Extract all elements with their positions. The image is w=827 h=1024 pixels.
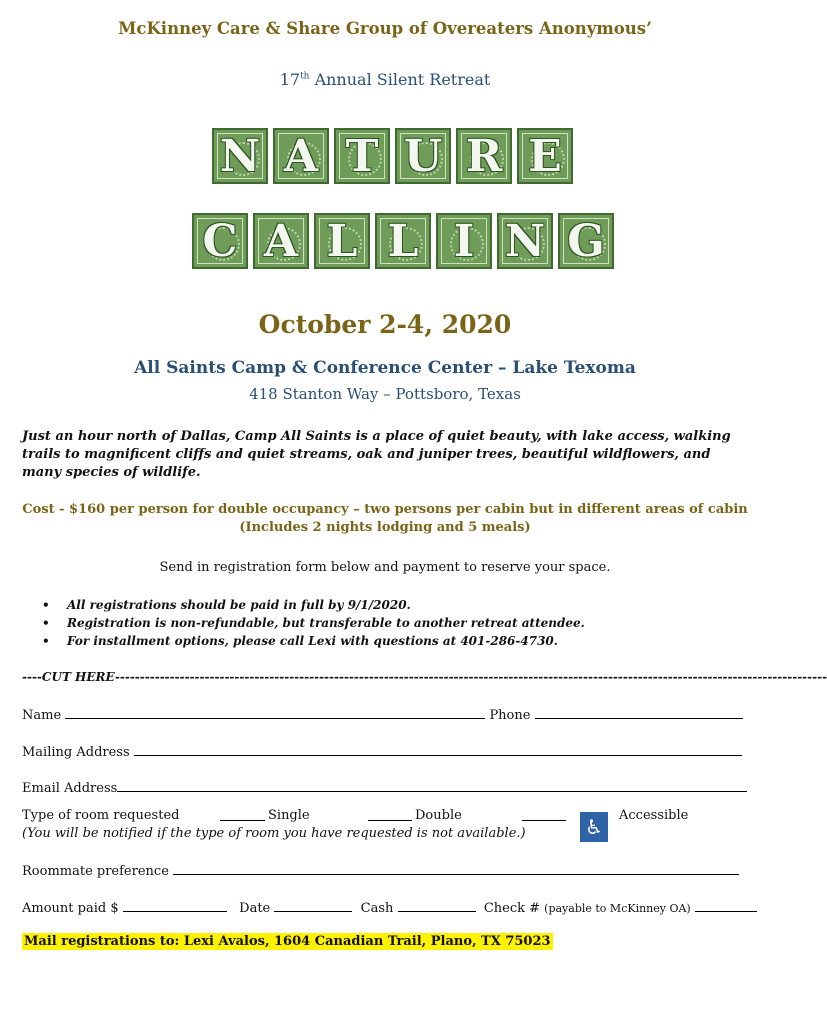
list-item: • For installment options, please call Lexi with questions at 401-286-4730.	[42, 632, 742, 650]
amount-field[interactable]	[123, 899, 227, 912]
payable-note: (payable to McKinney OA)	[544, 902, 691, 915]
payment-row	[22, 899, 757, 916]
retreat-title	[0, 70, 770, 89]
banner-tile: L	[375, 213, 431, 269]
banner-tile: T	[334, 128, 390, 184]
mailing-field[interactable]	[134, 743, 742, 756]
double-label: Double	[415, 808, 462, 823]
banner-tile: C	[192, 213, 248, 269]
send-instructions: Send in registration form below and payment to reserve your space.	[159, 560, 611, 575]
double-field[interactable]	[368, 808, 412, 821]
accessible-field[interactable]	[522, 808, 566, 821]
list-item: • All registrations should be paid in full by 9/1/2020.	[42, 596, 742, 614]
roommate-row	[22, 862, 739, 879]
cost-info	[0, 501, 770, 537]
room-note: (You will be notified if the type of room you have requested is not available.)	[22, 826, 526, 841]
cost-includes: (Includes 2 nights lodging and 5 meals)	[239, 520, 531, 535]
phone-label: Phone	[489, 708, 531, 723]
email-field[interactable]	[117, 779, 747, 792]
event-venue: All Saints Camp & Conference Center – Lake Texoma	[134, 358, 636, 378]
banner-tile: E	[517, 128, 573, 184]
check-label: Check #	[483, 901, 541, 916]
event-address: 418 Stanton Way – Pottsboro, Texas	[249, 385, 521, 403]
description: Just an hour north of Dallas, Camp All Saints is a place of quiet beauty, with lake access, walking trails to magnificent cliffs and quiet streams, oak and juniper trees, beautiful wildflowers, and many species of wildlife.	[22, 429, 731, 480]
accessible-label: Accessible	[619, 808, 689, 823]
room-row	[22, 808, 179, 823]
room-type-label: Type of room requested	[22, 808, 180, 823]
check-field[interactable]	[695, 899, 757, 912]
bullet-list	[42, 596, 742, 650]
retreat-suffix: th	[300, 71, 310, 82]
date-label: Date	[239, 901, 271, 916]
banner-tile: A	[253, 213, 309, 269]
banner-tile: N	[497, 213, 553, 269]
banner-tile: I	[436, 213, 492, 269]
mailing-label: Mailing Address	[22, 745, 130, 760]
mail-address: Mail registrations to: Lexi Avalos, 1604 Canadian Trail, Plano, TX 75023	[24, 934, 551, 949]
banner-tile: A	[273, 128, 329, 184]
roommate-field[interactable]	[173, 862, 739, 875]
banner-calling	[192, 213, 619, 269]
amount-label: Amount paid $	[22, 901, 119, 916]
banner-nature	[212, 128, 578, 184]
email-row	[22, 779, 747, 796]
name-field[interactable]	[65, 706, 485, 719]
org-title: McKinney Care & Share Group of Overeaters Anonymous’	[118, 19, 652, 38]
event-date: October 2-4, 2020	[258, 310, 512, 339]
cash-label: Cash	[360, 901, 394, 916]
mailing-row	[22, 743, 742, 760]
cash-field[interactable]	[398, 899, 476, 912]
banner-tile: L	[314, 213, 370, 269]
phone-field[interactable]	[535, 706, 743, 719]
banner-tile: R	[456, 128, 512, 184]
banner-tile: U	[395, 128, 451, 184]
name-label: Name	[22, 708, 62, 723]
banner-tile: G	[558, 213, 614, 269]
list-item: • Registration is non-refundable, but transferable to another retreat attendee.	[42, 614, 742, 632]
cut-line: ----CUT HERE-----------------------------------------------------------------------------------------------------------------------------------------------	[22, 670, 827, 684]
retreat-number: 17	[279, 70, 301, 89]
banner-tile: N	[212, 128, 268, 184]
date-field[interactable]	[274, 899, 352, 912]
single-label: Single	[268, 808, 310, 823]
retreat-rest: Annual Silent Retreat	[309, 70, 491, 89]
email-label: Email Address	[22, 781, 118, 796]
wheelchair-icon: ♿	[580, 812, 608, 842]
single-field[interactable]	[220, 808, 265, 821]
roommate-label: Roommate preference	[22, 864, 169, 879]
cost-line: Cost - $160 per person for double occupancy – two persons per cabin but in different areas of cabin	[22, 502, 748, 517]
name-row	[22, 706, 743, 723]
